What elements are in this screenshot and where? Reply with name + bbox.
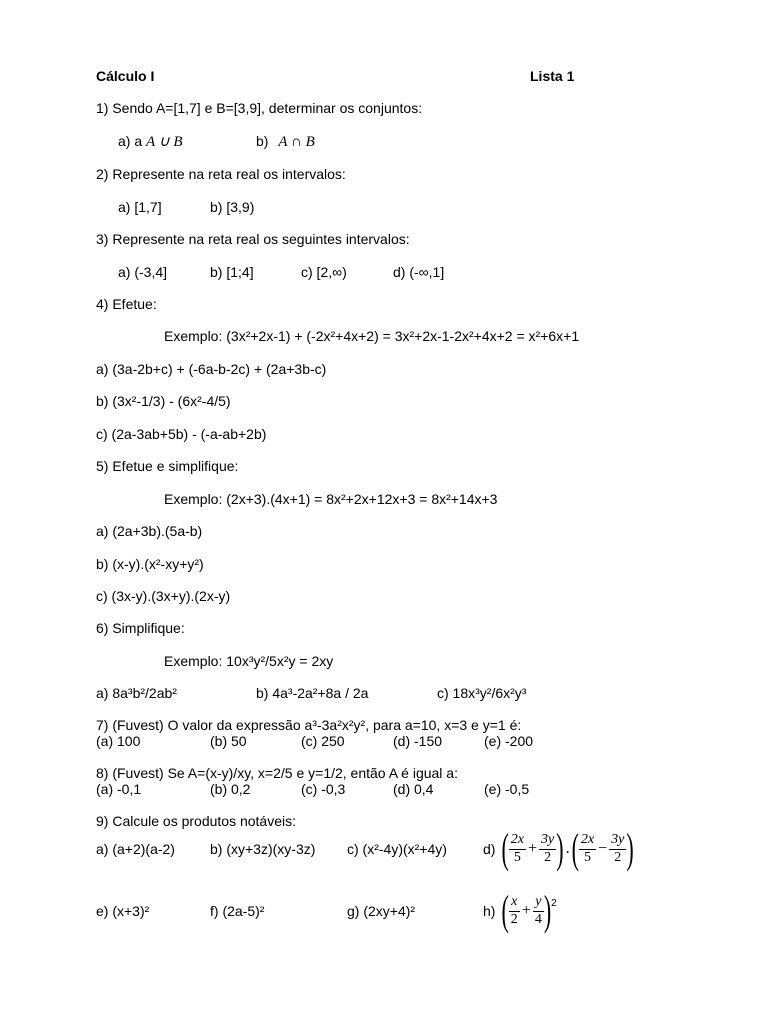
question-5-b: b) (x-y).(x²-xy+y²) <box>96 556 204 572</box>
question-6-c: c) 18x³y²/6x²y³ <box>437 685 527 701</box>
left-paren: ( <box>571 824 579 872</box>
right-paren: ) <box>543 886 552 934</box>
question-1-a <box>118 134 183 150</box>
question-9-d-label: d) <box>483 841 496 857</box>
question-3-b: b) [1;4] <box>210 264 254 280</box>
question-6: 6) Simplifique: <box>96 620 185 636</box>
intersection-expression: A ∩ B <box>278 134 315 150</box>
fraction: $\frac{x}{2}$ <box>510 894 518 927</box>
question-4-c: c) (2a-3ab+5b) - (-a-ab+2b) <box>96 426 267 442</box>
question-6-example: Exemplo: 10x³y²/5x²y = 2xy <box>164 653 334 669</box>
question-1-a-label: a) a <box>118 133 143 149</box>
question-4-a: a) (3a-2b+c) + (-6a-b-2c) + (2a+3b-c) <box>96 361 327 377</box>
question-7-option-d: (d) -150 <box>393 733 443 749</box>
question-6-b: b) 4a³-2a²+8a / 2a <box>256 685 369 701</box>
plus-sign: + <box>528 840 538 857</box>
course-title: Cálculo I <box>96 68 155 84</box>
right-paren: ) <box>556 824 564 872</box>
question-3-a: a) (-3,4] <box>118 264 168 280</box>
question-8-option-d: (d) 0,4 <box>393 781 434 797</box>
question-3-d: d) (-∞,1] <box>393 264 445 280</box>
question-2: 2) Represente na reta real os intervalos: <box>96 166 346 182</box>
question-4: 4) Efetue: <box>96 296 157 312</box>
exponent: 2 <box>551 897 557 909</box>
question-7: 7) (Fuvest) O valor da expressão a³-3a²x²y², para a=10, x=3 e y=1 é: <box>96 717 522 733</box>
question-9-d <box>483 824 634 872</box>
dot-operator: . <box>565 840 570 857</box>
left-paren: ( <box>501 824 509 872</box>
question-7-option-c: (c) 250 <box>301 733 345 749</box>
left-paren: ( <box>501 886 509 934</box>
question-9-b: b) (xy+3z)(xy-3z) <box>210 841 316 857</box>
question-1-b-label: b) <box>256 133 269 149</box>
question-7-option-b: (b) 50 <box>210 733 247 749</box>
fraction: $\frac{y}{4}$ <box>534 894 542 927</box>
question-9-g: g) (2xy+4)² <box>347 903 416 919</box>
question-5-c: c) (3x-y).(3x+y).(2x-y) <box>96 588 231 604</box>
question-8-option-b: (b) 0,2 <box>210 781 251 797</box>
fraction: $\frac{2x}{5}$ <box>510 832 524 865</box>
question-9: 9) Calcule os produtos notáveis: <box>96 813 296 829</box>
question-9-h-label: h) <box>483 903 496 919</box>
question-3: 3) Represente na reta real os seguintes intervalos: <box>96 231 410 247</box>
question-9-e: e) (x+3)² <box>96 903 150 919</box>
fraction: $\frac{2x}{5}$ <box>580 832 595 865</box>
question-8-option-c: (c) -0,3 <box>301 781 346 797</box>
question-7-option-a: (a) 100 <box>96 733 141 749</box>
list-title: Lista 1 <box>530 68 575 84</box>
question-1: 1) Sendo A=[1,7] e B=[3,9], determinar os conjuntos: <box>96 100 423 116</box>
question-9-a: a) (a+2)(a-2) <box>96 841 175 857</box>
question-3-c: c) [2,∞) <box>301 264 347 280</box>
question-8: 8) (Fuvest) Se A=(x-y)/xy, x=2/5 e y=1/2, então A é igual a: <box>96 765 458 781</box>
fraction: $\frac{3y}{2}$ <box>611 832 625 865</box>
fraction: $\frac{3y}{2}$ <box>541 832 555 865</box>
question-9-c: c) (x²-4y)(x²+4y) <box>347 841 447 857</box>
question-5-example: Exemplo: (2x+3).(4x+1) = 8x²+2x+12x+3 = 8x²+14x+3 <box>164 491 498 507</box>
question-9-f: f) (2a-5)² <box>210 903 265 919</box>
question-8-option-a: (a) -0,1 <box>96 781 142 797</box>
question-6-a: a) 8a³b²/2ab² <box>96 685 177 701</box>
question-2-a: a) [1,7] <box>118 199 162 215</box>
minus-sign: − <box>598 840 608 857</box>
question-1-b <box>256 134 315 150</box>
question-5-a: a) (2a+3b).(5a-b) <box>96 523 203 539</box>
union-expression: A ∪ B <box>146 134 183 150</box>
right-paren: ) <box>626 824 634 872</box>
question-5: 5) Efetue e simplifique: <box>96 458 239 474</box>
question-8-option-e: (e) -0,5 <box>484 781 530 797</box>
plus-sign: + <box>521 902 531 919</box>
question-7-option-e: (e) -200 <box>484 733 534 749</box>
question-4-example: Exemplo: (3x²+2x-1) + (-2x²+4x+2) = 3x²+2x-1-2x²+4x+2 = x²+6x+1 <box>164 328 580 344</box>
question-4-b: b) (3x²-1/3) - (6x²-4/5) <box>96 393 231 409</box>
question-9-h <box>483 886 557 934</box>
question-2-b: b) [3,9) <box>210 199 255 215</box>
